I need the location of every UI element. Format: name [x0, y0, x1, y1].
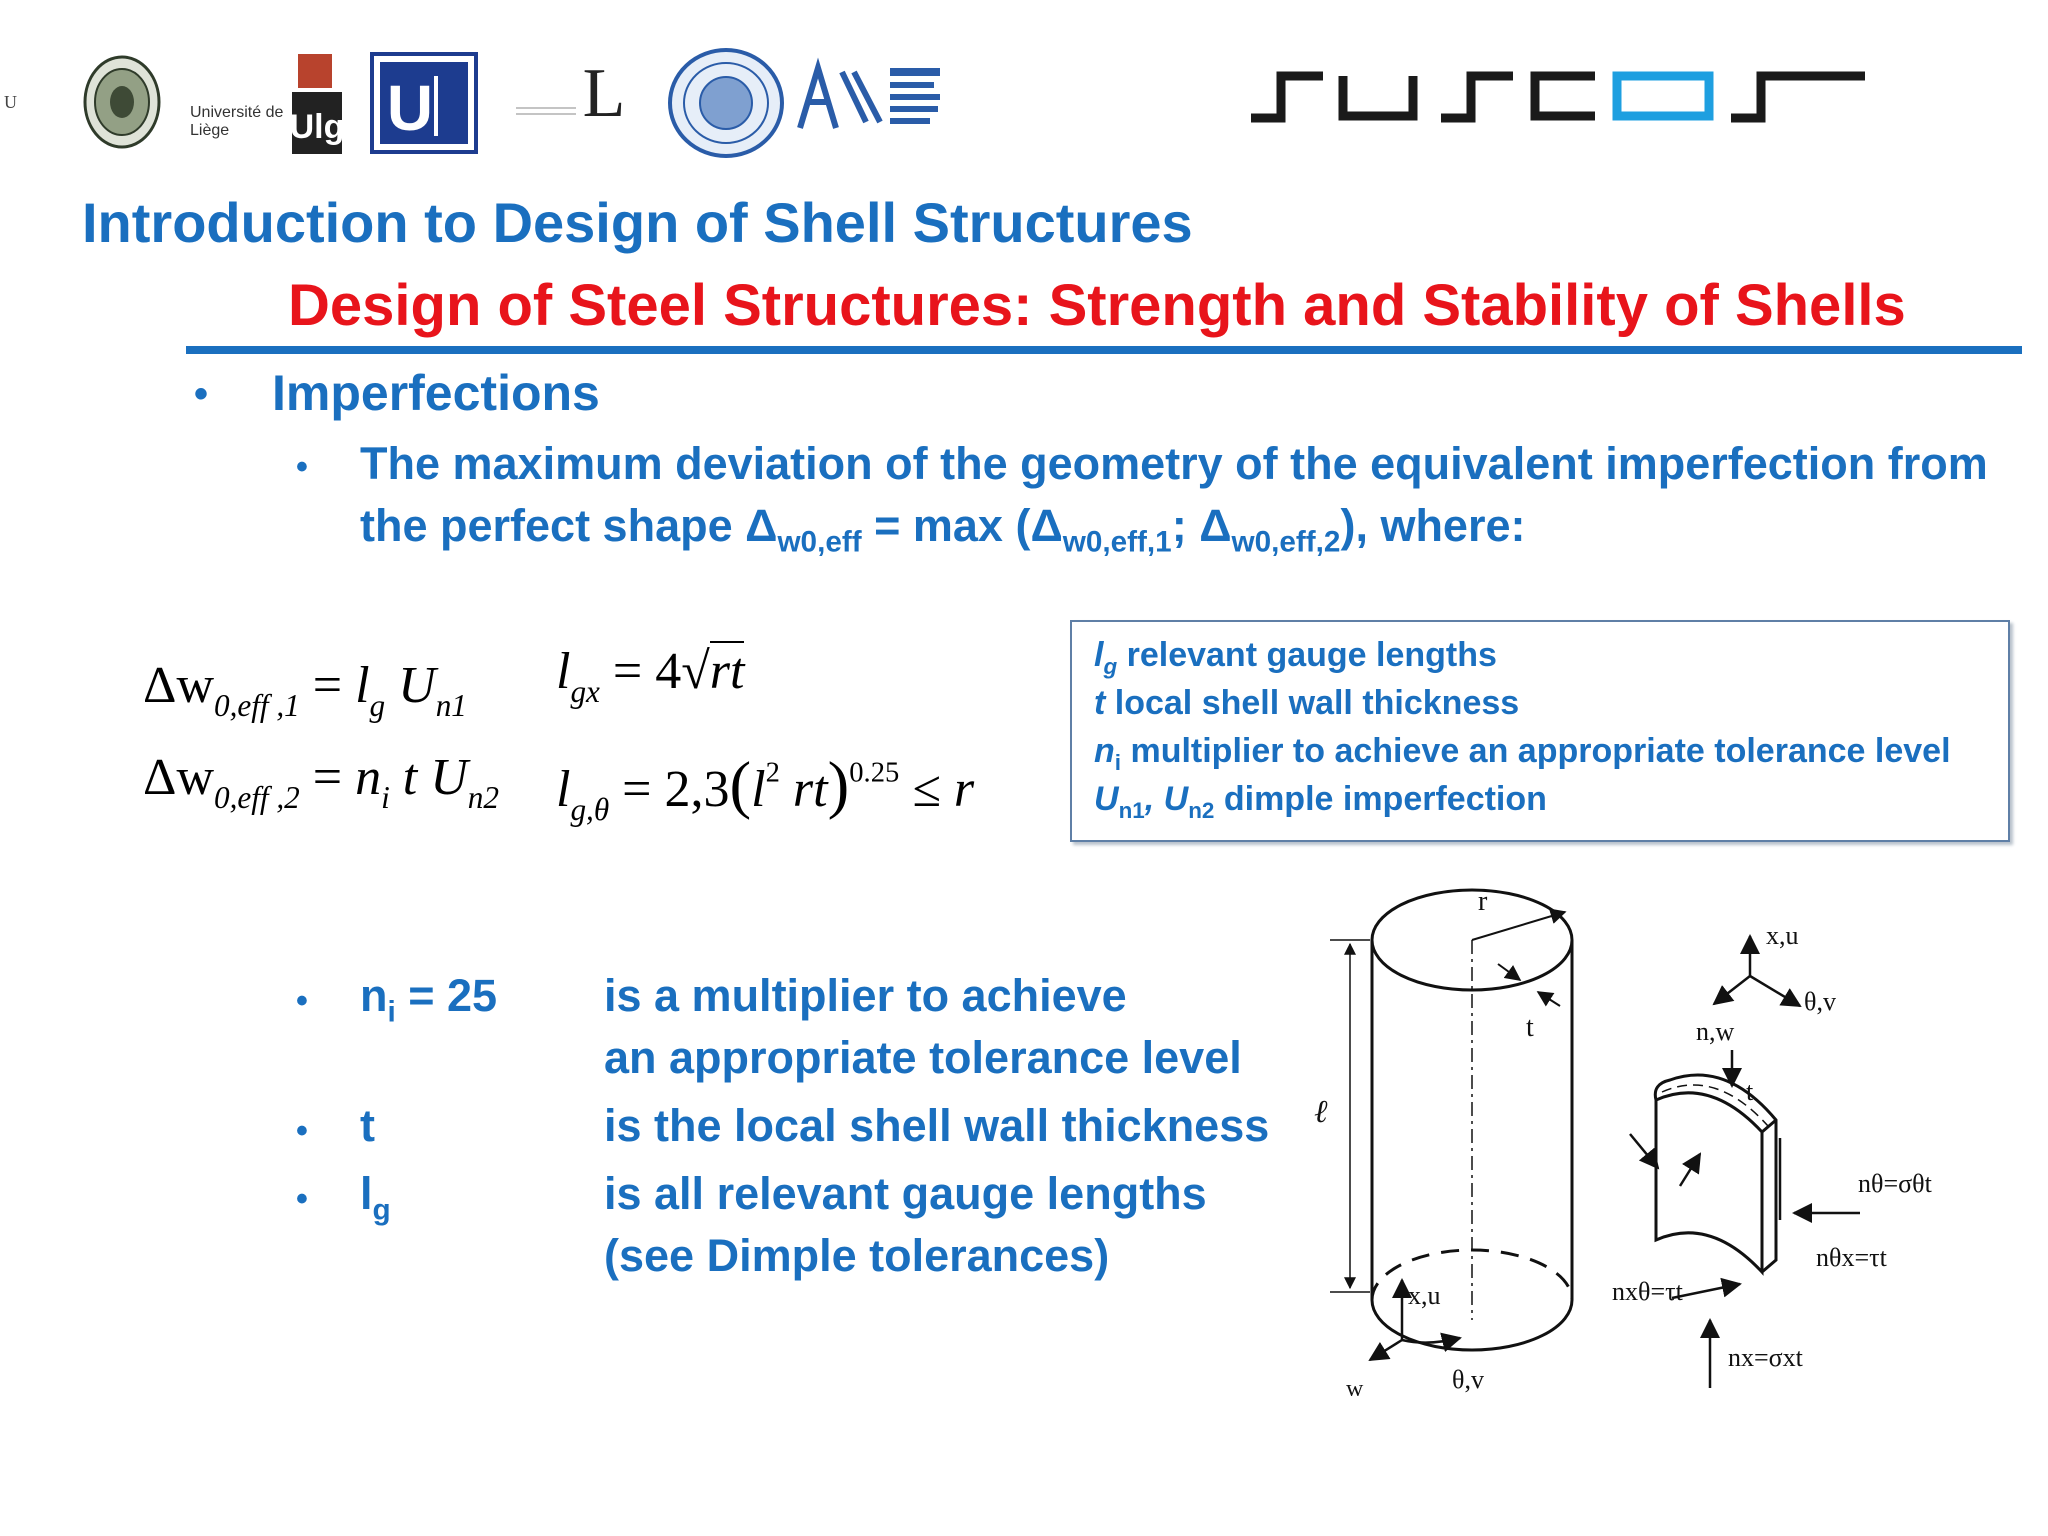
deviation-text-line-2: the perfect shape $\Delta_{w0,eff} = \max (\Delta_{w0,eff,1}$; $\Delta_{w0,eff,2}$), where: — [360, 500, 1526, 559]
shell-diagram — [1310, 880, 1932, 1410]
shell-element — [1655, 1075, 1776, 1272]
radius-label: r — [1478, 886, 1488, 917]
n-w-label: n,w — [1696, 1017, 1735, 1046]
university-seal-1: U — [4, 92, 17, 112]
ut-logo — [370, 52, 478, 154]
deviation-text-line-1: The maximum deviation of the geometry of the equivalent imperfection from — [360, 438, 1988, 489]
theta-v-top-label: θ,v — [1804, 987, 1836, 1016]
formula-lg-theta: $l_{g,\theta} = 2,3(l^2$ rt)$^{0.25}$ ≤ r — [556, 749, 975, 828]
legend-line-t: t local shell wall thickness — [1094, 684, 1520, 722]
n-x-label: nx=σxt — [1728, 1343, 1803, 1372]
legend-line-ni: $n_i$ multiplier to achieve an appropriate tolerance level — [1094, 732, 1951, 775]
formula-dw-eff-1: $\Delta w_{0,eff ,1} = l_g$ $U_{n1}$ — [143, 657, 467, 724]
formula-lgx: $l_{gx} = 4√rt$ — [556, 643, 745, 710]
formula-dw-eff-2: $\Delta w_{0,eff ,2} = n_i$ t $U_{n2}$ — [143, 749, 499, 816]
suscos-logo — [1245, 68, 1875, 124]
ctu-prague-logo — [796, 62, 946, 132]
ulg-logo — [288, 52, 346, 156]
w-label: w — [1346, 1376, 1364, 1402]
bullet-marker: • — [296, 982, 308, 1020]
theta-v-bottom-label: θ,v — [1452, 1365, 1484, 1394]
page-subtitle: Design of Steel Structures: Strength and Stability of Shells — [288, 273, 1906, 338]
definition-key-lg: $l_g$ — [360, 1168, 391, 1227]
legend-line-lg: $l_g$ relevant gauge lengths — [1094, 636, 1497, 679]
definition-key-t: t — [360, 1100, 375, 1151]
symbol-legend-box — [1070, 620, 2010, 842]
svg-text:Ulg: Ulg — [289, 108, 345, 146]
length-dimension — [1330, 940, 1370, 1292]
imperfections-heading: Imperfections — [272, 365, 600, 421]
thickness-label: t — [1526, 1012, 1534, 1043]
definition-value-lg-line-2: (see Dimple tolerances) — [604, 1230, 1110, 1281]
universite-de-liege-logo: Université de Liège — [190, 104, 284, 139]
definition-key-ni: $n_i = 25$ — [360, 970, 498, 1029]
x-u-top-label: x,u — [1766, 921, 1799, 950]
university-seal-2 — [82, 54, 162, 150]
svg-text:U: U — [386, 72, 434, 144]
page-title: Introduction to Design of Shell Structures — [82, 191, 1193, 254]
bullet-marker: • — [194, 372, 209, 416]
university-seal-3 — [668, 48, 784, 158]
definition-value-lg-line-1: is all relevant gauge lengths — [604, 1168, 1207, 1219]
ltu-logo — [514, 56, 640, 130]
bullet-marker: • — [296, 1180, 308, 1218]
svg-text:L: L — [582, 55, 626, 132]
n-theta-label: nθ=σθt — [1858, 1169, 1932, 1198]
definition-value-t: is the local shell wall thickness — [604, 1100, 1270, 1151]
length-label: ℓ — [1314, 1093, 1328, 1129]
n-x-theta-label: nxθ=τt — [1612, 1277, 1683, 1306]
bullet-marker: • — [296, 448, 308, 486]
definition-value-ni-line-1: is a multiplier to achieve — [604, 970, 1127, 1021]
bullet-marker: • — [296, 1112, 308, 1150]
definition-value-ni-line-2: an appropriate tolerance level — [604, 1032, 1242, 1083]
legend-line-un: $U_{n1}$, $U_{n2}$ dimple imperfection — [1094, 780, 1547, 823]
x-u-bottom-label: x,u — [1408, 1281, 1441, 1310]
title-divider — [186, 346, 2022, 354]
n-theta-x-label: nθx=τt — [1816, 1243, 1887, 1272]
element-thickness-label: t — [1746, 1077, 1754, 1106]
